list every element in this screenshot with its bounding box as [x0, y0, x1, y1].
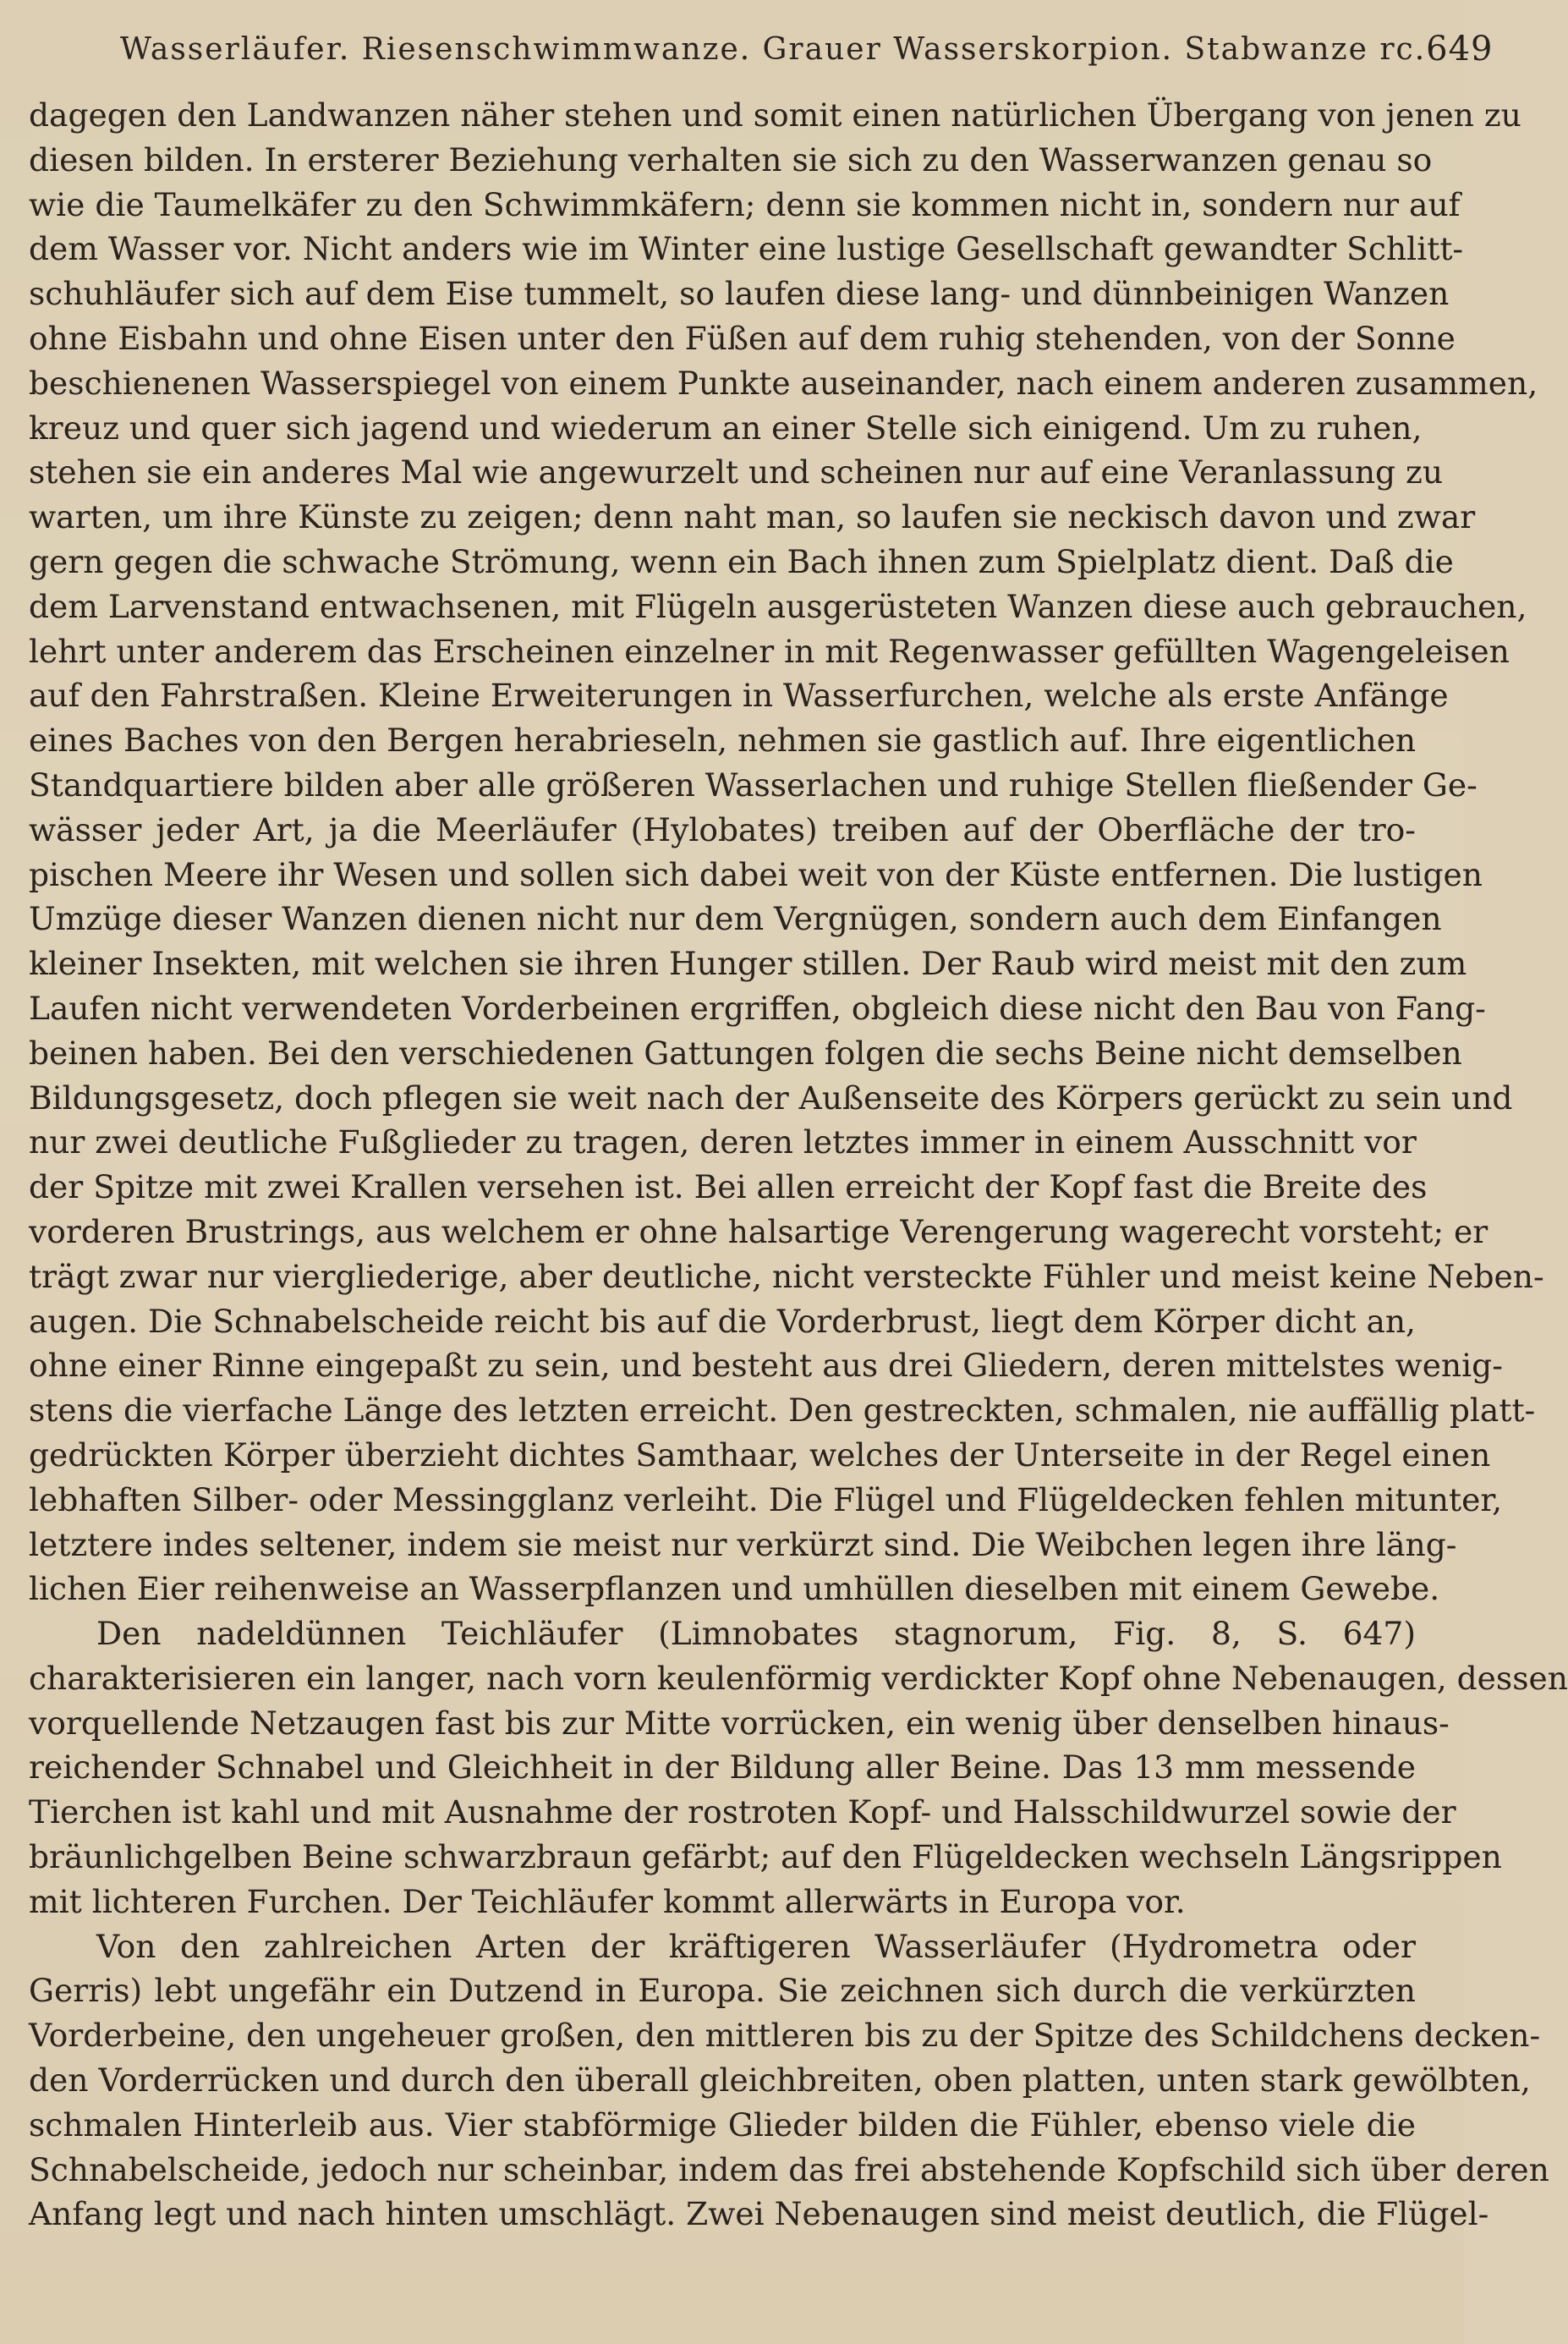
text-line: der Spitze mit zwei Krallen versehen ist. Bei allen erreicht der Kopf fast die Breite des — [29, 1168, 1428, 1206]
text-line: Vorderbeine, den ungeheuer großen, den mittleren bis zu der Spitze des Schildchens decken- — [29, 2017, 1541, 2055]
text-line: warten, um ihre Künste zu zeigen; denn naht man, so laufen sie neckisch davon und zwar — [29, 498, 1476, 536]
text-line: nur zwei deutliche Fußglieder zu tragen, deren letztes immer in einem Ausschnitt vor — [29, 1123, 1417, 1161]
paragraph — [29, 1924, 1549, 2237]
text-line: augen. Die Schnabelscheide reicht bis auf die Vorderbrust, liegt dem Körper dicht an, — [29, 1302, 1416, 1340]
text-line: auf den Fahrstraßen. Kleine Erweiterungen in Wasserfurchen, welche als erste Anfänge — [29, 677, 1449, 715]
text-line: letztere indes seltener, indem sie meist nur verkürzt sind. Die Weibchen legen ihre läng- — [29, 1525, 1457, 1563]
text-line: stens die vierfache Länge des letzten erreicht. Den gestreckten, schmalen, nie auffällig platt- — [29, 1392, 1536, 1430]
text-line: Bildungsgesetz, doch pflegen sie weit nach der Außenseite des Körpers gerückt zu sein und — [29, 1079, 1513, 1117]
text-line: wie die Taumelkäfer zu den Schwimmkäfern; denn sie kommen nicht in, sondern nur auf — [29, 185, 1461, 223]
body-text — [29, 93, 1568, 2237]
paragraph — [29, 93, 1544, 1611]
text-line: Von den zahlreichen Arten der kräftigeren Wasserläufer (Hydrometra oder — [96, 1927, 1416, 1965]
text-line: reichender Schnabel und Gleichheit in der Bildung aller Beine. Das 13 mm messende — [29, 1748, 1416, 1787]
text-line: schmalen Hinterleib aus. Vier stabförmige Glieder bilden die Fühler, ebenso viele die — [29, 2105, 1416, 2144]
text-line: gedrückten Körper überzieht dichtes Samthaar, welches der Unterseite in der Regel einen — [29, 1435, 1491, 1474]
text-line: lebhaften Silber- oder Messingglanz verleiht. Die Flügel und Flügeldecken fehlen mitunter, — [29, 1480, 1503, 1518]
paragraph — [29, 1611, 1568, 1924]
text-line: Schnabelscheide, jedoch nur scheinbar, indem das frei abstehende Kopfschild sich über deren — [29, 2150, 1549, 2188]
text-line: ohne einer Rinne eingepaßt zu sein, und besteht aus drei Gliedern, deren mittelstes wenig- — [29, 1347, 1503, 1385]
text-line: beinen haben. Bei den verschiedenen Gattungen folgen die sechs Beine nicht demselben — [29, 1034, 1462, 1072]
text-line: gern gegen die schwache Strömung, wenn ein Bach ihnen zum Spielplatz dient. Daß die — [29, 542, 1454, 580]
text-line: Tierchen ist kahl und mit Ausnahme der rostroten Kopf- und Halsschildwurzel sowie der — [29, 1793, 1456, 1831]
text-line: kleiner Insekten, mit welchen sie ihren Hunger stillen. Der Raub wird meist mit den zum — [29, 945, 1467, 983]
text-line: Standquartiere bilden aber alle größeren Wasserlachen und ruhige Stellen fließender Ge- — [29, 766, 1478, 804]
text-line: Umzüge dieser Wanzen dienen nicht nur dem Vergnügen, sondern auch dem Einfangen — [29, 900, 1442, 938]
text-line: stehen sie ein anderes Mal wie angewurzelt und scheinen nur auf eine Veranlassung zu — [29, 453, 1444, 491]
text-line: lehrt unter anderem das Erscheinen einzelner in mit Regenwasser gefüllten Wagengeleisen — [29, 632, 1510, 670]
text-line: kreuz und quer sich jagend und wiederum an einer Stelle sich einigend. Um zu ruhen, — [29, 409, 1423, 447]
text-line: dem Larvenstand entwachsenen, mit Flügeln ausgerüsteten Wanzen diese auch gebrauchen, — [29, 587, 1527, 625]
text-line: schuhläufer sich auf dem Eise tummelt, so laufen diese lang- und dünnbeinigen Wanzen — [29, 275, 1450, 313]
text-line: Den nadeldünnen Teichläufer (Limnobates stagnorum, Fig. 8, S. 647) — [96, 1615, 1416, 1653]
text-line: eines Baches von den Bergen herabrieseln, nehmen sie gastlich auf. Ihre eigentlichen — [29, 722, 1417, 760]
text-line: trägt zwar nur viergliederige, aber deutliche, nicht versteckte Fühler und meist keine Neben- — [29, 1257, 1544, 1295]
text-line: dem Wasser vor. Nicht anders wie im Winter eine lustige Gesellschaft gewandter Schlitt- — [29, 230, 1464, 268]
running-head-title: Wasserläufer. Riesenschwimmwanze. Grauer Wasserskorpion. Stabwanze rc. — [120, 31, 1427, 67]
text-line: charakterisieren ein langer, nach vorn keulenförmig verdickter Kopf ohne Nebenaugen, dessen — [29, 1659, 1568, 1697]
text-line: Gerris) lebt ungefähr ein Dutzend in Europa. Sie zeichnen sich durch die verkürzten — [29, 1972, 1416, 2010]
text-line: diesen bilden. In ersterer Beziehung verhalten sie sich zu den Wasserwanzen genau so — [29, 140, 1433, 178]
text-line: Laufen nicht verwendeten Vorderbeinen ergriffen, obgleich diese nicht den Bau von Fang- — [29, 989, 1486, 1027]
text-line: pischen Meere ihr Wesen und sollen sich dabei weit von der Küste entfernen. Die lustigen — [29, 855, 1483, 893]
running-head — [120, 24, 1494, 74]
text-line: wässer jeder Art, ja die Meerläufer (Hylobates) treiben auf der Oberfläche der tro- — [29, 810, 1416, 848]
text-line: den Vorderrücken und durch den überall gleichbreiten, oben platten, unten stark gewölbten, — [29, 2061, 1531, 2100]
page-number: 649 — [1426, 30, 1494, 69]
text-line: lichen Eier reihenweise an Wasserpflanzen und umhüllen dieselben mit einem Gewebe. — [29, 1570, 1440, 1608]
text-line: ohne Eisbahn und ohne Eisen unter den Füßen auf dem ruhig stehenden, von der Sonne — [29, 319, 1456, 357]
text-line: dagegen den Landwanzen näher stehen und somit einen natürlichen Übergang von jenen zu — [29, 96, 1521, 134]
text-line: beschienenen Wasserspiegel von einem Punkte auseinander, nach einem anderen zusammen, — [29, 364, 1538, 402]
text-line: bräunlichgelben Beine schwarzbraun gefärbt; auf den Flügeldecken wechseln Längsrippen — [29, 1838, 1502, 1876]
text-line: vorderen Brustrings, aus welchem er ohne halsartige Verengerung wagerecht vorsteht; er — [29, 1212, 1489, 1250]
text-line: mit lichteren Furchen. Der Teichläufer kommt allerwärts in Europa vor. — [29, 1882, 1186, 1920]
text-line: Anfang legt und nach hinten umschlägt. Zwei Nebenaugen sind meist deutlich, die Flügel- — [29, 2195, 1489, 2233]
text-line: vorquellende Netzaugen fast bis zur Mitte vorrücken, ein wenig über denselben hinaus- — [29, 1704, 1450, 1742]
